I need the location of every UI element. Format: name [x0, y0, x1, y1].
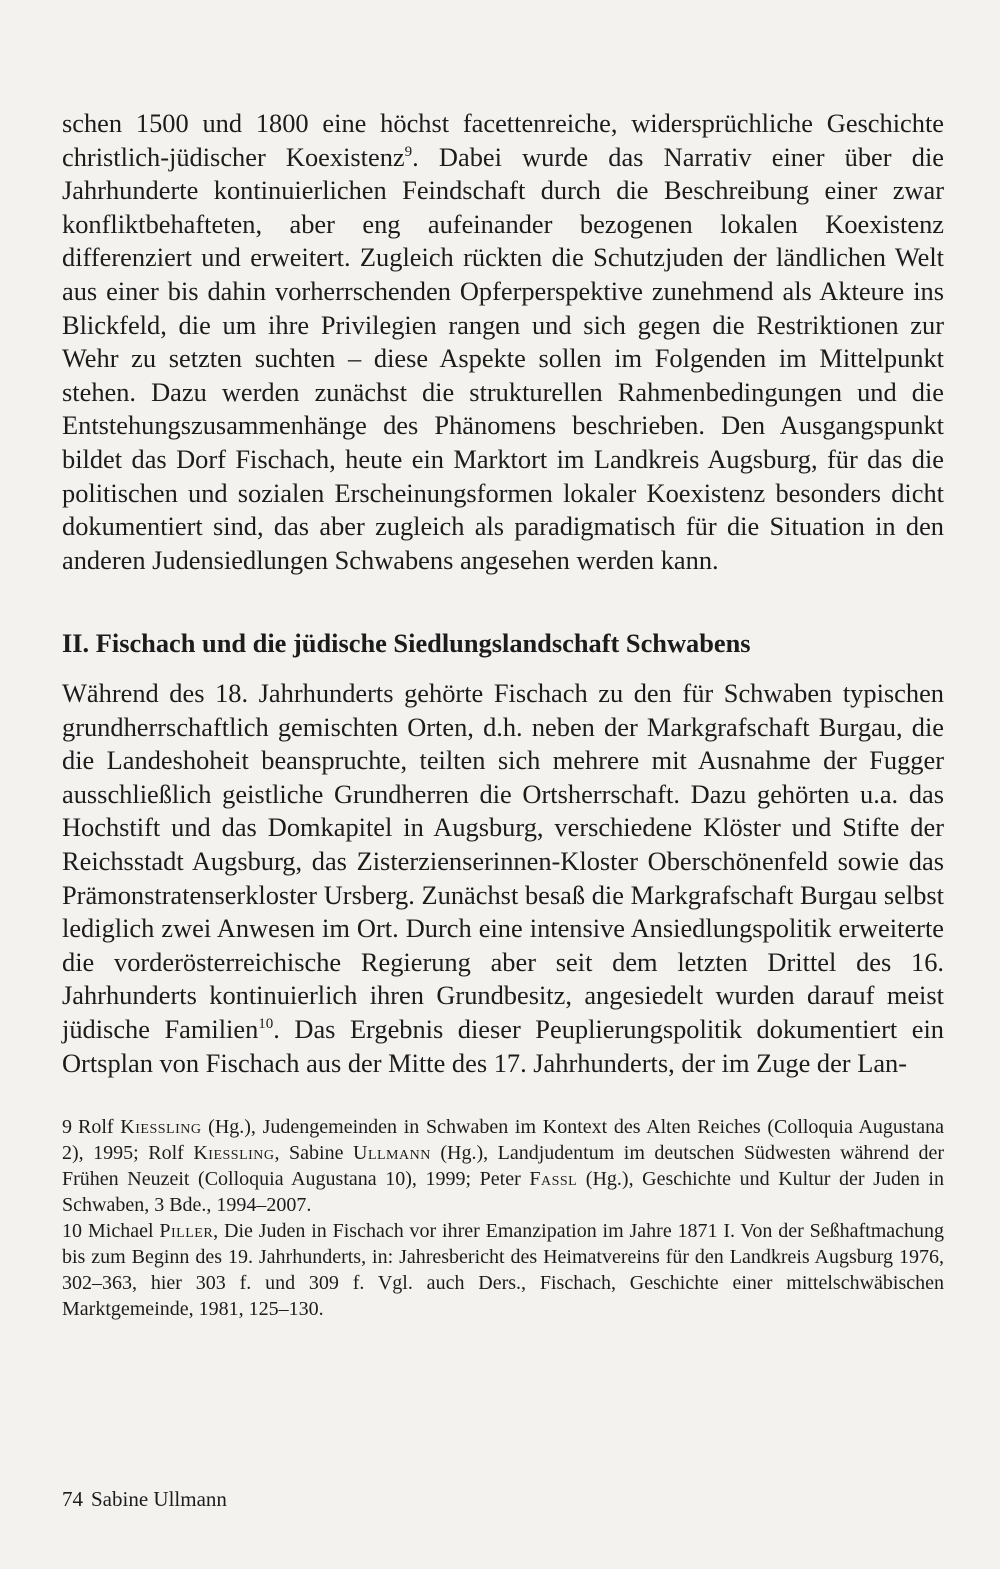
author-name: Fassl — [529, 1168, 578, 1190]
footnote-text: , Die Juden in Fischach vor ihrer Emanzipation im Jahre 1871 I. Von der Seßhaftmachung bis zum Beginn des 19. Jahrhunderts, in: Jahresbericht des Heimatvereins für den Landkreis Augsburg 1976, 302–363, hier 303 f. und 309 f. Vgl. auch Ders., Fischach, Geschichte einer mittelschwäbischen Marktgemeinde, 1981, 125–130. — [62, 1220, 945, 1320]
body-paragraph-2 — [62, 677, 944, 1080]
paragraph-1-part-2: . Dabei wurde das Narrativ einer über die Jahrhunderte kontinuierlichen Feindschaft durch die Beschreibung einer zwar konfliktbehafteten, aber eng aufeinander bezogenen lokalen Koexistenz differenziert und erweitert. Zugleich rückten die Schutzjuden der ländlichen Welt aus einer bis dahin vorherrschenden Opferperspektive zunehmend als Akteure ins Blickfeld, die um ihre Privilegien rangen und sich gegen die Restriktionen zur Wehr zu setzten suchten – diese Aspekte sollen im Folgenden im Mittelpunkt stehen. Dazu werden zunächst die strukturellen Rahmenbedingungen und die Entstehungszusammenhänge des Phänomens beschrieben. Den Ausgangspunkt bildet das Dorf Fischach, heute ein Marktort im Landkreis Augsburg, für das die politischen und sozialen Erscheinungsformen lokaler Koexistenz besonders dicht dokumentiert sind, das aber zugleich als paradigmatisch für die Situation in den anderen Judensiedlungen Schwabens angesehen werden kann. — [62, 141, 944, 575]
footnote-text: Rolf — [78, 1116, 121, 1138]
section-heading: II. Fischach und die jüdische Siedlungslandschaft Schwabens — [62, 628, 751, 658]
footnote-text: , Sabine — [274, 1142, 353, 1164]
footnotes — [62, 1114, 944, 1322]
footnote-ref-10: 10 — [258, 1015, 274, 1032]
footnote-9 — [62, 1114, 944, 1218]
running-author: Sabine Ullmann — [91, 1487, 227, 1511]
paragraph-2-part-2: . Das Ergebnis dieser Peuplierungspolitik dokumentiert ein Ortsplan von Fischach aus der Mitte des 17. Jahrhunderts, der im Zuge der Lan- — [62, 1013, 944, 1078]
author-name: Ullmann — [353, 1142, 431, 1164]
author-name: Piller — [159, 1220, 214, 1242]
footnote-ref-9: 9 — [404, 143, 413, 160]
page-number: 74 — [62, 1487, 83, 1511]
body-paragraph-1 — [62, 107, 944, 577]
footnote-text: (Hg.), Geschichte und Kultur der Juden in Schwaben, 3 Bde., 1994–2007. — [62, 1168, 944, 1216]
paragraph-2-part-1: Während des 18. Jahrhunderts gehörte Fischach zu den für Schwaben typischen grundherrschaftlich gemischten Orten, d.h. neben der Markgrafschaft Burgau, die die Landeshoheit beanspruchte, teilten sich mehrere mit Ausnahme der Fugger ausschließlich geistliche Grundherren die Ortsherrschaft. Dazu gehörten u.a. das Hochstift und das Domkapitel in Augsburg, verschiedene Klöster und Stifte der Reichsstadt Augsburg, das Zisterzienserinnen-Kloster Oberschönenfeld sowie das Prämonstratenserkloster Ursberg. Zunächst besaß die Markgrafschaft Burgau selbst lediglich zwei Anwesen im Ort. Durch eine intensive Ansiedlungspolitik erweiterte die vorderösterreichische Regierung aber seit dem letzten Drittel des 16. Jahrhunderts kontinuierlich ihren Grundbesitz, angesiedelt wurden darauf meist jüdische Familien — [62, 678, 944, 1044]
footnote-text: (Hg.), Judengemeinden in Schwaben im Kontext des Alten Reiches (Colloquia Augustana 2), 1995; Rolf — [62, 1116, 945, 1164]
page-footer — [62, 1486, 227, 1512]
footnote-text: (Hg.), Landjudentum im deutschen Südwesten während der Frühen Neuzeit (Colloquia Augustana 10), 1999; Peter — [62, 1142, 945, 1190]
footnote-10 — [62, 1218, 944, 1322]
footnote-number: 10 — [62, 1220, 82, 1242]
footnote-text: Michael — [88, 1220, 160, 1242]
paragraph-1-part-1: schen 1500 und 1800 eine höchst facettenreiche, widersprüchliche Geschichte christlich-jüdischer Koexistenz — [62, 108, 944, 172]
author-name: Kiessling — [120, 1116, 202, 1138]
author-name: Kiessling — [193, 1142, 275, 1164]
footnote-number: 9 — [62, 1116, 72, 1138]
